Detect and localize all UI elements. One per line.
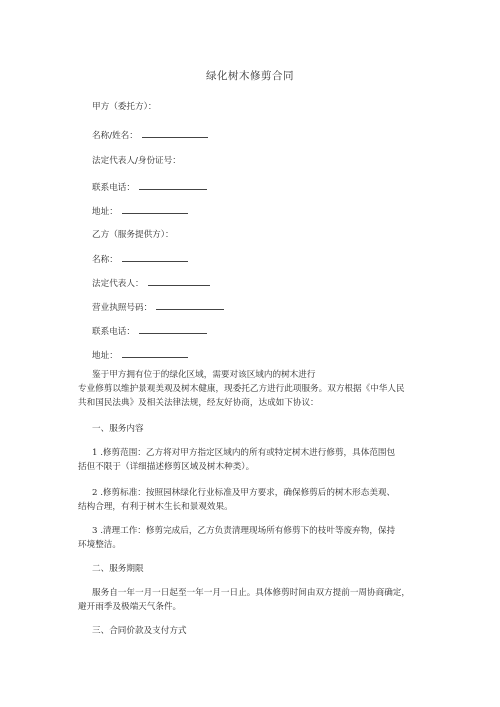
party-b-rep-label: 法定代表人：	[92, 279, 144, 289]
party-b-address-row	[92, 348, 188, 361]
party-a-phone-blank[interactable]	[139, 180, 207, 190]
party-b-license-row	[92, 300, 224, 313]
party-b-license-blank[interactable]	[156, 300, 224, 310]
section-1-item-1-line-1: 1 .修剪范围：乙方将对甲方指定区域内的所有或特定树木进行修剪，具体范围包	[92, 448, 396, 458]
party-b-address-blank[interactable]	[122, 348, 188, 358]
section-2-heading: 二、服务期限	[92, 564, 144, 574]
party-a-address-blank[interactable]	[122, 204, 188, 214]
preamble-line-1: 鉴于甲方拥有位于的绿化区域，需要对该区域内的树木进行	[92, 370, 316, 380]
preamble-line-3: 共和国民法典》及相关法律法规，经友好协商，达成如下协议：	[78, 398, 319, 408]
party-b-name-blank[interactable]	[122, 252, 188, 262]
party-a-heading: 甲方（委托方）：	[92, 102, 157, 112]
party-b-name-row	[92, 252, 188, 265]
party-b-phone-blank[interactable]	[139, 324, 207, 334]
party-a-name-blank[interactable]	[142, 128, 208, 138]
party-a-address-row	[92, 204, 188, 217]
section-3-heading: 三、合同价款及支付方式	[92, 626, 187, 636]
party-b-rep-row	[92, 276, 210, 289]
section-1-item-1-line-2: 括但不限于（详细描述修剪区域及树木种类）。	[78, 462, 255, 472]
party-b-license-label: 营业执照号码：	[92, 303, 153, 313]
party-a-name-label: 名称/姓名：	[92, 131, 138, 141]
party-a-rep-label: 法定代表人/身份证号：	[92, 156, 181, 166]
section-1-item-2-line-1: 2 .修剪标准：按照园林绿化行业标准及甲方要求，确保修剪后的树木形态美观、	[92, 488, 396, 498]
party-b-name-label: 名称：	[92, 255, 118, 265]
section-2-text-line-1: 服务自一年一月一日起至一年一月一日止。具体修剪时间由双方提前一周协商确定，	[92, 588, 410, 598]
party-a-phone-row	[92, 180, 207, 193]
section-1-heading: 一、服务内容	[92, 424, 144, 434]
section-1-item-2-line-2: 结构合理，有利于树木生长和景观效果。	[78, 502, 233, 512]
section-1-item-3-line-2: 环境整洁。	[78, 540, 121, 550]
document-title: 绿化树木修剪合同	[206, 70, 294, 82]
party-b-heading: 乙方（服务提供方）：	[92, 230, 174, 240]
party-b-rep-blank[interactable]	[148, 276, 210, 286]
party-b-phone-row	[92, 324, 207, 337]
party-b-phone-label: 联系电话：	[92, 327, 135, 337]
section-2-text-line-2: 避开雨季及极端天气条件。	[78, 602, 182, 612]
section-1-item-3-line-1: 3 .清理工作：修剪完成后，乙方负责清理现场所有修剪下的枝叶等废弃物，保持	[92, 526, 396, 536]
party-a-name-row	[92, 128, 208, 141]
party-a-phone-label: 联系电话：	[92, 183, 135, 193]
party-a-address-label: 地址：	[92, 207, 118, 217]
preamble-line-2: 专业修剪以维护景观美观及树木健康，现委托乙方进行此项服务。双方根据《中华人民	[78, 384, 405, 394]
party-b-address-label: 地址：	[92, 351, 118, 361]
